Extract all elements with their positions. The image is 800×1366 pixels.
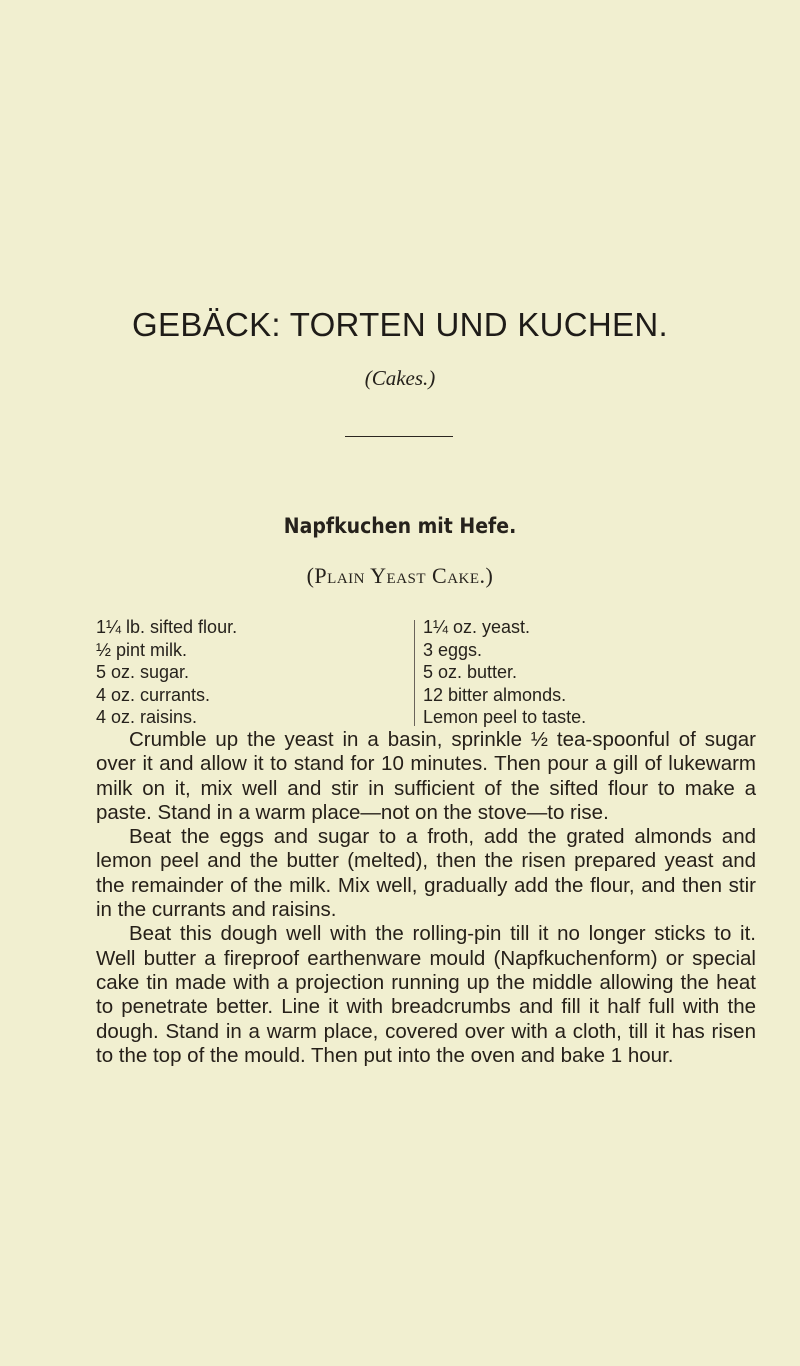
- chapter-title: GEBÄCK: TORTEN UND KUCHEN.: [132, 306, 668, 343]
- ingredients-left-column: [96, 616, 416, 729]
- ingredient-item: 12 bitter almonds.: [423, 684, 567, 705]
- instruction-paragraph: Beat this dough well with the rolling-pin till it no longer sticks to it. Well butter a fireproof earthenware mould (Napfkuchenform) or special cake tin made with a projection running up the middle allowing the heat to penetrate better. Line it with breadcrumbs and fill it half full with the dough. Stand in a warm place, covered over with a cloth, till it has risen to the top of the mould. Then put into the oven and bake 1 hour.: [96, 922, 756, 1067]
- ingredient-item: 4 oz. currants.: [96, 684, 211, 705]
- ingredient-item: 4 oz. raisins.: [96, 707, 198, 727]
- instruction-paragraph: Beat the eggs and sugar to a froth, add the grated almonds and lemon peel and the butter (melted), then the risen prepared yeast and the remainder of the milk. Mix well, gradually add the flour, and then stir in the currants and raisins.: [96, 825, 756, 922]
- recipe-title: Napfkuchen mit Hefe.: [283, 514, 517, 538]
- ingredient-item: 5 oz. sugar.: [96, 662, 190, 682]
- ingredients-right-column: [423, 616, 753, 729]
- section-divider: [345, 436, 453, 437]
- ingredients-column-divider: [414, 620, 415, 726]
- ingredient-item: ½ pint milk.: [96, 639, 188, 660]
- ingredient-item: 1¼ oz. yeast.: [423, 617, 531, 637]
- recipe-instructions: [96, 728, 756, 1068]
- chapter-subtitle: (Cakes.): [364, 366, 436, 390]
- ingredient-item: 5 oz. butter.: [423, 662, 518, 682]
- ingredient-item: 1¼ lb. sifted flour.: [96, 617, 238, 637]
- ingredient-item: Lemon peel to taste.: [423, 707, 587, 727]
- recipe-subtitle-text: (Plain Yeast Cake.): [306, 563, 494, 588]
- ingredient-item: 3 eggs.: [423, 639, 483, 660]
- recipe-subtitle: [0, 563, 800, 589]
- instruction-paragraph: Crumble up the yeast in a basin, sprinkle ½ tea-spoonful of sugar over it and allow it to stand for 10 minutes. Then pour a gill of lukewarm milk on it, mix well and stir in sufficient of the sifted flour to make a paste. Stand in a warm place—not on the stove—to rise.: [96, 728, 756, 824]
